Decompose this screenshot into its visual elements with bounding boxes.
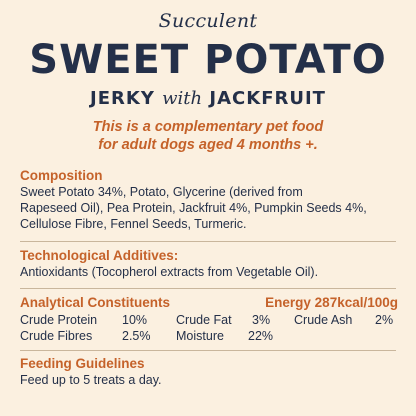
subtitle-with: with [162, 88, 203, 109]
composition-line-3: Cellulose Fibre, Fennel Seeds, Turmeric. [20, 217, 247, 231]
constituent-value: 22% [248, 329, 274, 343]
subtitle-part-a: JERKY [90, 88, 163, 109]
product-subtitle [0, 88, 416, 109]
tagline [0, 118, 416, 154]
subtitle-part-b: JACKFRUIT [202, 88, 326, 109]
constituent-label: Crude Ash [294, 313, 353, 327]
tagline-line-2: for adult dogs aged 4 months +. [98, 137, 318, 153]
feeding-text: Feed up to 5 treats a day. [20, 373, 162, 387]
energy-value: Energy 287kcal/100g [265, 295, 398, 310]
analytical-section [20, 295, 398, 311]
product-title: SWEET POTATO [29, 37, 387, 83]
constituent-label: Moisture [176, 329, 224, 343]
composition-line-2: Rapeseed Oil), Pea Protein, Jackfruit 4%, Pumpkin Seeds 4%, [20, 201, 367, 215]
constituent-value: 3% [252, 313, 271, 327]
divider [20, 350, 396, 351]
constituent-value: 10% [122, 313, 148, 327]
composition-heading: Composition [20, 168, 103, 183]
additives-text: Antioxidants (Tocopherol extracts from Vegetable Oil). [20, 265, 319, 279]
feeding-heading: Feeding Guidelines [20, 356, 145, 371]
constituent-label: Crude Fibres [20, 329, 93, 343]
constituent-label: Crude Protein [20, 313, 98, 327]
feeding-section [20, 356, 398, 388]
constituent-value: 2% [375, 313, 394, 327]
divider [20, 288, 396, 289]
composition-section [20, 168, 398, 232]
additives-section [20, 248, 398, 280]
analytical-heading: Analytical Constituents [20, 295, 171, 310]
divider [20, 241, 396, 242]
composition-line-1: Sweet Potato 34%, Potato, Glycerine (derived from [20, 185, 303, 199]
constituent-label: Crude Fat [176, 313, 232, 327]
tagline-line-1: This is a complementary pet food [92, 119, 324, 135]
constituent-value: 2.5% [122, 329, 151, 343]
script-title: Succulent [158, 10, 258, 32]
additives-heading: Technological Additives: [20, 248, 179, 263]
